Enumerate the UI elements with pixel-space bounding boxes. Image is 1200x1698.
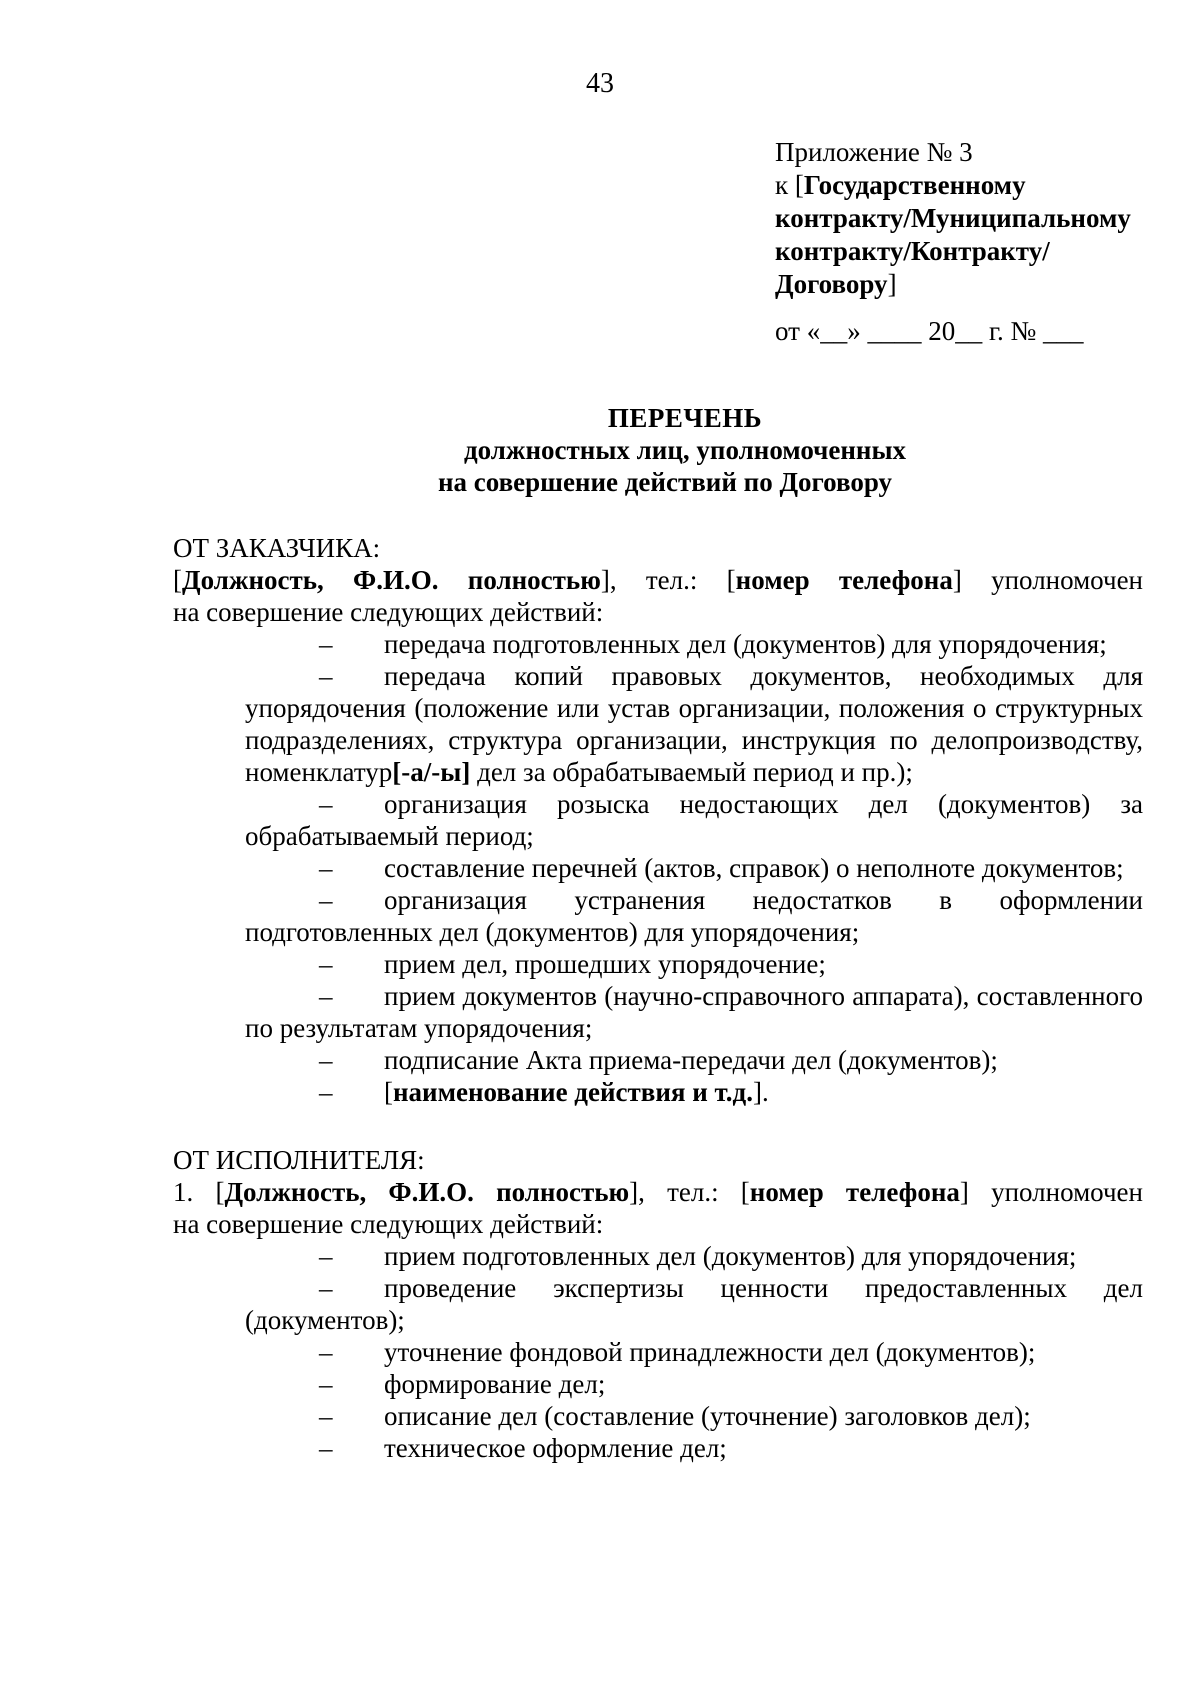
- customer-heading: ОТ ЗАКАЗЧИКА:: [173, 533, 381, 563]
- customer-intro-line-2: на совершение следующих действий:: [173, 597, 604, 627]
- action-text: прием документов (научно-справочного аппарата), составленного по результатам упорядочения;: [245, 981, 1143, 1043]
- customer-action-item: [245, 628, 1143, 660]
- executor-action-item: [245, 1272, 1143, 1336]
- executor-action-item: [245, 1432, 1143, 1464]
- title-line-1: ПЕРЕЧЕНЬ: [607, 403, 763, 433]
- appendix-number: Приложение № 3: [775, 137, 973, 167]
- dash-marker: –: [319, 1433, 333, 1463]
- customer-intro: [173, 564, 1143, 628]
- dash-marker: –: [319, 1045, 333, 1075]
- action-text: составление перечней (актов, справок) о неполноте документов;: [384, 853, 1124, 883]
- customer-action-item: [245, 980, 1143, 1044]
- dash-marker: –: [319, 885, 333, 915]
- executor-action-item: [245, 1400, 1143, 1432]
- dash-marker: –: [319, 949, 333, 979]
- action-text: организация розыска недостающих дел (документов) за обрабатываемый период;: [245, 789, 1143, 851]
- dash-marker: –: [319, 629, 333, 659]
- executor-action-item: [245, 1336, 1143, 1368]
- page-number: 43: [586, 68, 614, 99]
- customer-action-item: [245, 884, 1143, 948]
- appendix-contract-line: контракту/Муниципальному: [775, 203, 1131, 233]
- action-text: прием дел, прошедших упорядочение;: [384, 949, 826, 979]
- document-title: [0, 402, 1200, 498]
- appendix-date-line: от «__» ____ 20__ г. № ___: [775, 316, 1084, 346]
- executor-action-item: [245, 1368, 1143, 1400]
- appendix-contract-line: Договору]: [775, 269, 897, 299]
- action-text: организация устранения недостатков в оформлении подготовленных дел (документов) для упорядочения;: [245, 885, 1143, 947]
- dash-marker: –: [319, 1241, 333, 1271]
- appendix-contract-line: к [Государственному: [775, 170, 1026, 200]
- customer-action-item: [245, 788, 1143, 852]
- dash-marker: –: [319, 789, 333, 819]
- customer-action-item: [245, 852, 1143, 884]
- customer-action-item: [245, 660, 1143, 788]
- dash-marker: –: [319, 661, 333, 691]
- dash-marker: –: [319, 1401, 333, 1431]
- customer-intro-line-1: [Должность, Ф.И.О. полностью], тел.: [номер телефона] уполномочен: [173, 565, 1143, 595]
- action-text: уточнение фондовой принадлежности дел (документов);: [384, 1337, 1036, 1367]
- dash-marker: –: [319, 1369, 333, 1399]
- title-line-2: должностных лиц, уполномоченных: [463, 435, 907, 465]
- executor-intro-line-1: 1. [Должность, Ф.И.О. полностью], тел.: [номер телефона] уполномочен: [173, 1177, 1143, 1207]
- action-text: техническое оформление дел;: [384, 1433, 727, 1463]
- dash-marker: –: [319, 853, 333, 883]
- executor-intro-line-2: на совершение следующих действий:: [173, 1209, 604, 1239]
- customer-action-item: [245, 1044, 1143, 1076]
- dash-marker: –: [319, 1077, 333, 1107]
- action-text: передача копий правовых документов, необходимых для упорядочения (положение или устав организации, положения о структурных подразделениях, структура организации, инструкция по делопроизводству, номенклатур[-а/-ы] дел за обрабатываемый период и пр.);: [245, 661, 1143, 787]
- customer-action-item: [245, 1076, 1143, 1108]
- customer-action-item: [245, 948, 1143, 980]
- action-text: подписание Акта приема-передачи дел (документов);: [384, 1045, 998, 1075]
- dash-marker: –: [319, 1337, 333, 1367]
- dash-marker: –: [319, 981, 333, 1011]
- action-text: описание дел (составление (уточнение) заголовков дел);: [384, 1401, 1031, 1431]
- executor-action-item: [245, 1240, 1143, 1272]
- appendix-contract-line: контракту/Контракту/: [775, 236, 1050, 266]
- appendix-header: [775, 136, 1131, 348]
- action-text: проведение экспертизы ценности предоставленных дел (документов);: [245, 1273, 1143, 1335]
- dash-marker: –: [319, 1273, 333, 1303]
- title-line-3: на совершение действий по Договору: [437, 467, 893, 497]
- executor-intro: [173, 1176, 1143, 1240]
- action-text: [наименование действия и т.д.].: [384, 1077, 769, 1107]
- document-body: [173, 532, 1143, 1464]
- action-text: передача подготовленных дел (документов) для упорядочения;: [384, 629, 1107, 659]
- action-text: прием подготовленных дел (документов) для упорядочения;: [384, 1241, 1077, 1271]
- executor-heading: ОТ ИСПОЛНИТЕЛЯ:: [173, 1145, 425, 1175]
- action-text: формирование дел;: [384, 1369, 606, 1399]
